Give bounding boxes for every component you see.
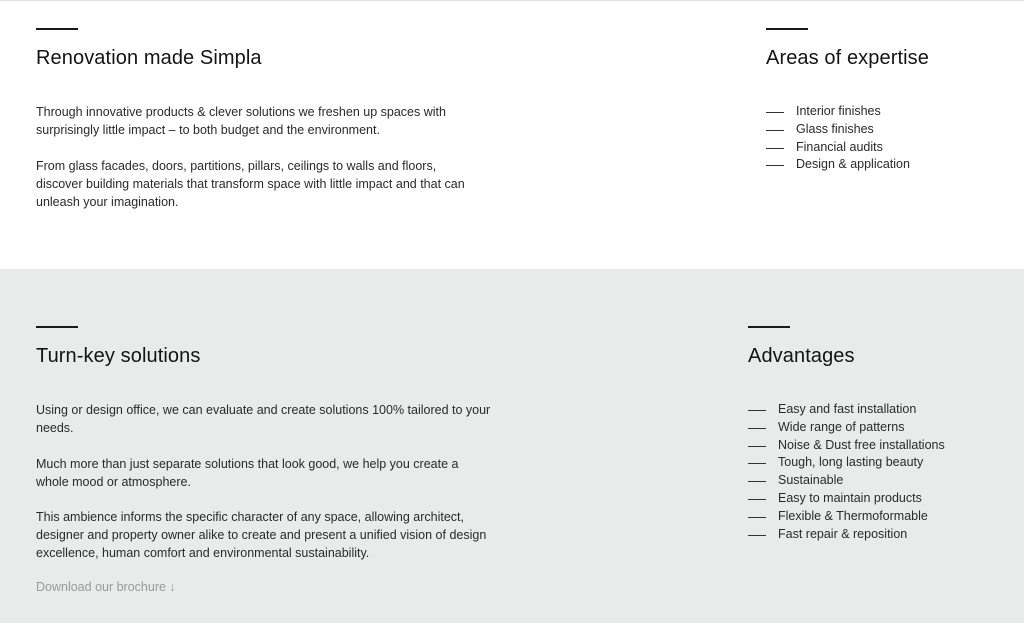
list-item <box>748 508 945 526</box>
list-item-label: Sustainable <box>778 473 844 488</box>
section-divider <box>766 28 808 30</box>
list-item <box>748 419 945 437</box>
list-item-label: Flexible & Thermoformable <box>778 508 928 523</box>
dash-icon <box>748 410 766 411</box>
turnkey-paragraph-1 <box>36 401 490 437</box>
list-item <box>766 139 910 157</box>
paragraph-line: discover building materials that transform space with little impact and that can <box>36 177 465 191</box>
dash-icon <box>748 481 766 482</box>
dash-icon <box>766 165 784 166</box>
section-divider <box>36 28 78 30</box>
list-item <box>766 103 910 121</box>
list-item-label: Interior finishes <box>796 104 881 118</box>
paragraph-line: whole mood or atmosphere. <box>36 475 191 489</box>
advantages-list <box>748 401 945 543</box>
paragraph-line: Much more than just separate solutions that look good, we help you create a <box>36 457 459 471</box>
paragraph-line: surprisingly little impact – to both budget and the environment. <box>36 123 380 137</box>
renovation-title: Renovation made Simpla <box>36 47 262 69</box>
renovation-section <box>0 0 1024 269</box>
paragraph-line: Through innovative products & clever solutions we freshen up spaces with <box>36 105 446 119</box>
list-item-label: Easy to maintain products <box>778 490 922 505</box>
download-brochure-link[interactable]: Download our brochure ↓ <box>36 580 176 594</box>
dash-icon <box>748 535 766 536</box>
section-divider <box>748 326 790 328</box>
renovation-paragraph-1 <box>36 103 446 139</box>
turnkey-paragraph-3 <box>36 508 486 562</box>
dash-icon <box>748 499 766 500</box>
paragraph-line: unleash your imagination. <box>36 195 179 209</box>
section-divider <box>36 326 78 328</box>
expertise-title: Areas of expertise <box>766 47 929 69</box>
list-item-label: Easy and fast installation <box>778 402 917 416</box>
list-item <box>748 454 945 472</box>
dash-icon <box>748 463 766 464</box>
paragraph-line: From glass facades, doors, partitions, pillars, ceilings to walls and floors, <box>36 159 437 173</box>
list-item-label: Fast repair & reposition <box>778 526 908 541</box>
turnkey-paragraph-2 <box>36 455 458 491</box>
list-item <box>748 401 945 419</box>
turnkey-section <box>0 269 1024 623</box>
list-item-label: Glass finishes <box>796 121 874 136</box>
paragraph-line: Using or design office, we can evaluate and create solutions 100% tailored to your <box>36 403 491 417</box>
list-item <box>748 490 945 508</box>
paragraph-line: needs. <box>36 421 74 435</box>
list-item-label: Wide range of patterns <box>778 419 905 434</box>
advantages-title: Advantages <box>748 345 855 367</box>
dash-icon <box>766 148 784 149</box>
list-item <box>748 472 945 490</box>
list-item-label: Financial audits <box>796 139 883 154</box>
dash-icon <box>766 130 784 131</box>
dash-icon <box>748 446 766 447</box>
dash-icon <box>748 428 766 429</box>
list-item-label: Noise & Dust free installations <box>778 437 945 452</box>
list-item <box>766 121 910 139</box>
list-item-label: Tough, long lasting beauty <box>778 455 924 470</box>
dash-icon <box>748 517 766 518</box>
list-item-label: Design & application <box>796 157 910 172</box>
list-item <box>748 526 945 544</box>
turnkey-title: Turn-key solutions <box>36 345 201 367</box>
renovation-paragraph-2 <box>36 157 465 211</box>
expertise-list <box>766 103 910 174</box>
list-item <box>748 437 945 455</box>
paragraph-line: excellence, human comfort and environmental sustainability. <box>36 546 370 560</box>
paragraph-line: designer and property owner alike to create and present a unified vision of design <box>36 528 487 542</box>
list-item <box>766 156 910 174</box>
paragraph-line: This ambience informs the specific character of any space, allowing architect, <box>36 510 464 524</box>
dash-icon <box>766 112 784 113</box>
